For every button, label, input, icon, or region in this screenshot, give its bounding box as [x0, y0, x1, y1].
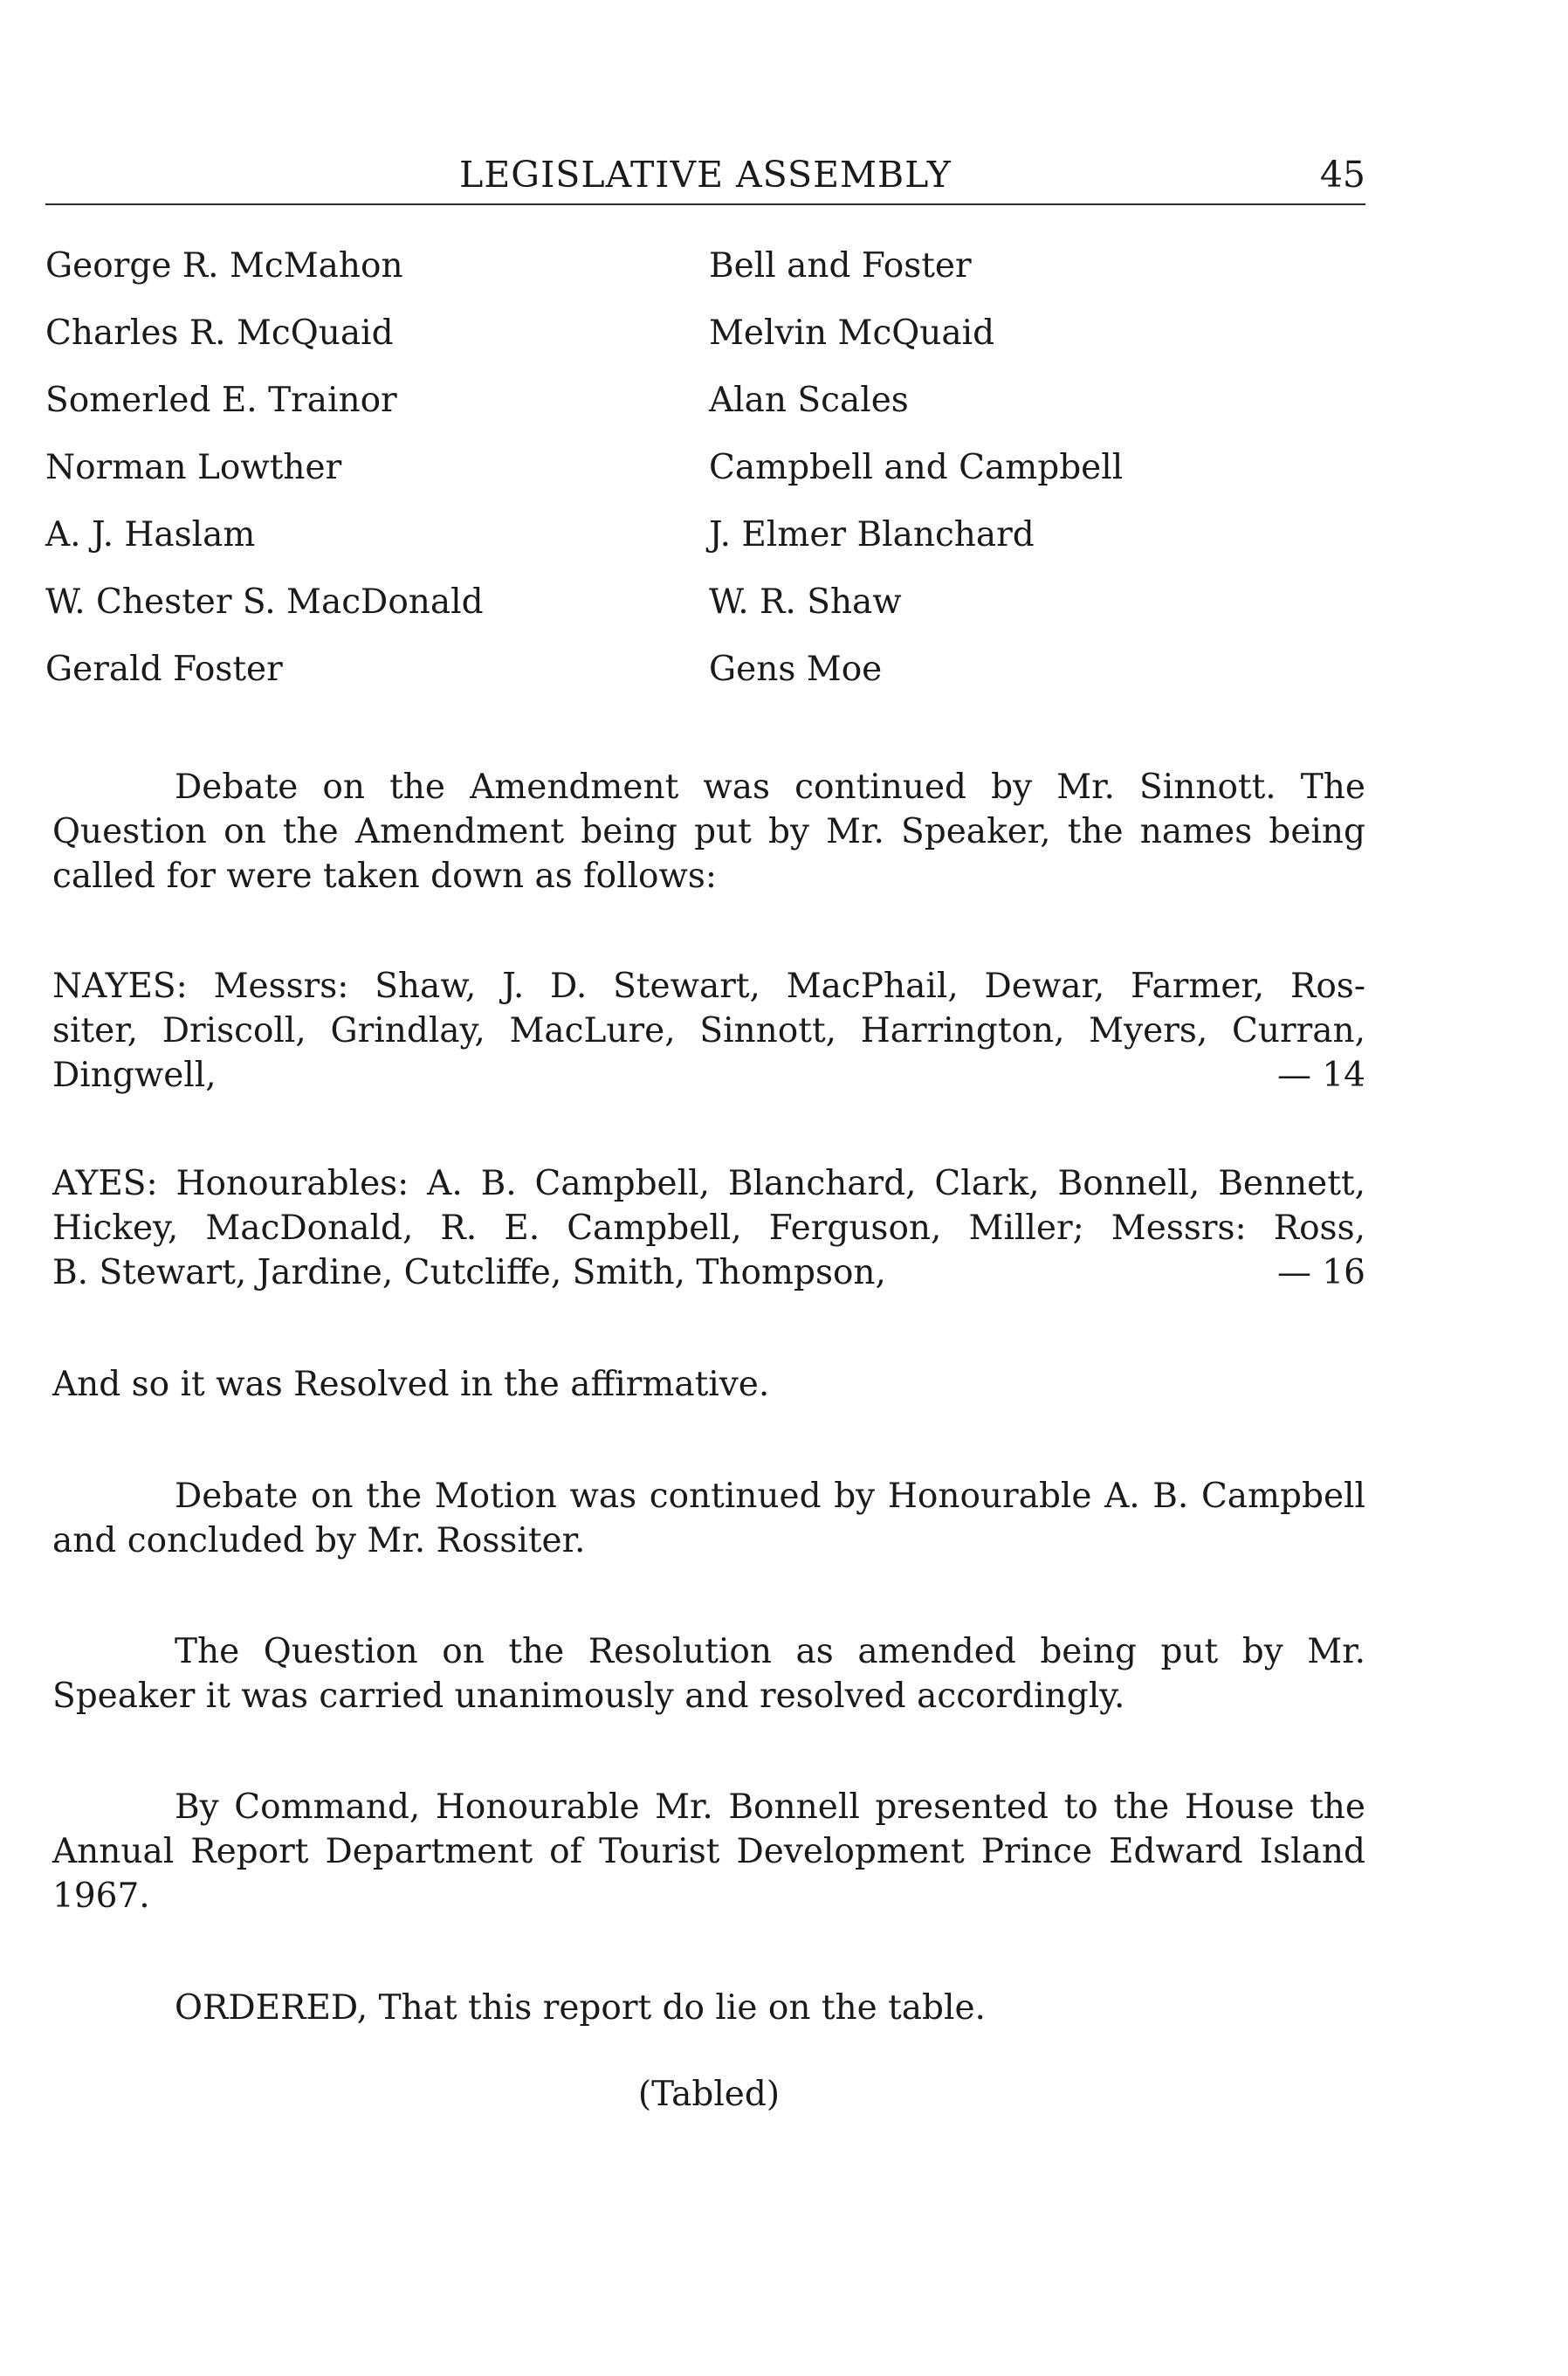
name-left: Somerled E. Trainor	[45, 381, 397, 420]
name-right: Gens Moe	[709, 650, 883, 689]
header-rule	[45, 203, 1365, 205]
name-left: W. Chester S. MacDonald	[45, 582, 484, 622]
question-resolution-paragraph: The Question on the Resolution as amended being put by Mr. Speaker it was carried unanimously and resolved accordingly.	[52, 1632, 1365, 1716]
tabled-note: (Tabled)	[637, 2075, 781, 2114]
debate-motion-paragraph: Debate on the Motion was continued by Honourable A. B. Campbell and concluded by Mr. Rossiter.	[52, 1477, 1365, 1560]
nayes-line-3	[52, 1053, 1365, 1098]
nayes-block	[52, 964, 1365, 1098]
list-item	[45, 246, 1365, 313]
page-number: 45	[1319, 154, 1365, 196]
debate-amendment-paragraph: Debate on the Amendment was continued by Mr. Sinnott. The Question on the Amendment being put by Mr. Speaker, the names being called for were taken down as follows:	[52, 768, 1365, 896]
name-right: Melvin McQuaid	[709, 313, 995, 353]
name-right: Bell and Foster	[709, 246, 972, 286]
ayes-line-2: Hickey, MacDonald, R. E. Campbell, Ferguson, Miller; Messrs: Ross,	[52, 1209, 1365, 1248]
ayes-line-3-text: B. Stewart, Jardine, Cutcliffe, Smith, Thompson,	[52, 1253, 886, 1292]
name-right: Alan Scales	[709, 381, 909, 420]
name-left: A. J. Haslam	[45, 515, 256, 554]
nayes-line-1: NAYES: Messrs: Shaw, J. D. Stewart, MacPhail, Dewar, Farmer, Ros-	[52, 967, 1365, 1006]
name-left: Gerald Foster	[45, 650, 283, 689]
list-item	[45, 313, 1365, 381]
header-title: LEGISLATIVE ASSEMBLY	[459, 154, 952, 196]
resolved-paragraph: And so it was Resolved in the affirmative.	[52, 1365, 770, 1404]
list-item	[45, 650, 1365, 717]
ayes-block	[52, 1161, 1365, 1295]
names-list	[45, 246, 1365, 717]
list-item	[45, 381, 1365, 448]
page-header	[45, 147, 1365, 199]
list-item	[45, 515, 1365, 582]
name-right: Campbell and Campbell	[709, 448, 1124, 487]
name-left: Charles R. McQuaid	[45, 313, 394, 353]
by-command-paragraph: By Command, Honourable Mr. Bonnell presented to the House the Annual Report Department of Tourist Development Prince Edward Island 1967.	[52, 1787, 1365, 1916]
list-item	[45, 582, 1365, 650]
list-item	[45, 448, 1365, 515]
nayes-tally: — 14	[1276, 1056, 1365, 1095]
name-right: J. Elmer Blanchard	[709, 515, 1035, 554]
ayes-line-3	[52, 1250, 1365, 1295]
ayes-tally: — 16	[1276, 1253, 1365, 1292]
name-left: George R. McMahon	[45, 246, 403, 286]
ayes-line-1: AYES: Honourables: A. B. Campbell, Blanchard, Clark, Bonnell, Bennett,	[52, 1164, 1365, 1203]
name-left: Norman Lowther	[45, 448, 342, 487]
nayes-line-2: siter, Driscoll, Grindlay, MacLure, Sinnott, Harrington, Myers, Curran,	[52, 1011, 1365, 1050]
name-right: W. R. Shaw	[709, 582, 902, 622]
nayes-line-3-text: Dingwell,	[52, 1056, 217, 1095]
ordered-paragraph: ORDERED, That this report do lie on the table.	[175, 1988, 986, 2028]
